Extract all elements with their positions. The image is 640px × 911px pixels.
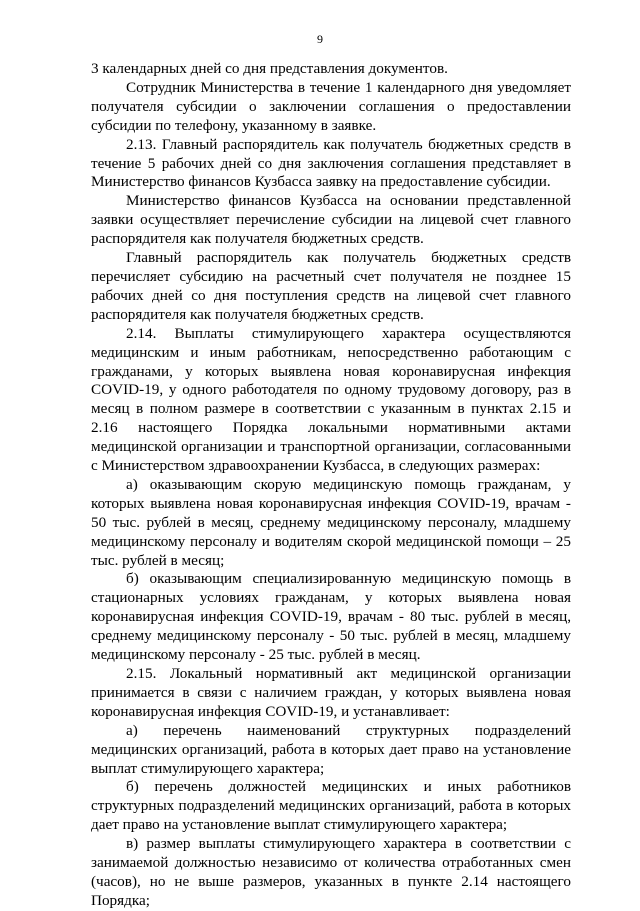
paragraph-4: Министерство финансов Кузбасса на основании представленной заявки осуществляет перечисление субсидии на лицевой счет главного распорядителя как получателя бюджетных средств. bbox=[91, 192, 571, 248]
paragraph-9: 2.15. Локальный нормативный акт медицинской организации принимается в связи с наличием граждан, у которых выявлена новая коронавирусная инфекция COVID-19, и устанавливает: bbox=[91, 665, 571, 720]
paragraph-5: Главный распорядитель как получатель бюджетных средств перечисляет субсидию на расчетный счет получателя не позднее 15 рабочих дней со дня поступления средств на лицевой счет главного распорядителя как получателя бюджетных средств. bbox=[91, 249, 571, 323]
paragraph-2: Сотрудник Министерства в течение 1 календарного дня уведомляет получателя субсидии о заключении соглашения о предоставлении субсидии по телефону, указанному в заявке. bbox=[91, 78, 571, 134]
paragraph-6: 2.14. Выплаты стимулирующего характера осуществляются медицинским и иным работникам, непосредственно работающим с гражданами, у которых выявлена новая коронавирусная инфекция COVID-19, у одного работодателя по одному трудовому договору, раз в месяц в полном размере в соответствии с указанным в пунктах 2.15 и 2.16 настоящего Порядка локальными нормативными актами медицинской организации и транспортной организации, согласованными с Министерством здравоохранении Кузбасса, в следующих размерах: bbox=[91, 324, 571, 475]
paragraph-8: б) оказывающим специализированную медицинскую помощь в стационарных условиях гражданам, у которых выявлена новая коронавирусная инфекция COVID-19, врачам - 80 тыс. рублей в месяц, среднему медицинскому персоналу - 50 тыс. рублей в месяц, младшему медицинскому персоналу - 25 тыс. рублей в месяц. bbox=[91, 570, 571, 664]
page-number: 9 bbox=[317, 32, 323, 46]
paragraph-1: 3 календарных дней со дня представления документов. bbox=[91, 60, 448, 77]
document-body bbox=[91, 60, 571, 911]
paragraph-12: в) размер выплаты стимулирующего характера в соответствии с занимаемой должностью независимо от количества отработанных смен (часов), но не выше размеров, указанных в пункте 2.14 настоящего Порядка; bbox=[91, 835, 571, 909]
paragraph-10: а) перечень наименований структурных подразделений медицинских организаций, работа в которых дает право на установление выплат стимулирующего характера; bbox=[91, 721, 571, 777]
paragraph-7: а) оказывающим скорую медицинскую помощь гражданам, у которых выявлена новая коронавирусная инфекция COVID-19, врачам - 50 тыс. рублей в месяц, среднему медицинскому персоналу, младшему медицинскому персоналу и водителям скорой медицинской помощи – 25 тыс. рублей в месяц; bbox=[91, 475, 571, 569]
paragraph-3: 2.13. Главный распорядитель как получатель бюджетных средств в течение 5 рабочих дней со дня заключения соглашения представляет в Министерство финансов Кузбасса заявку на предоставление субсидии. bbox=[91, 135, 571, 191]
paragraph-11: б) перечень должностей медицинских и иных работников структурных подразделений медицинских организаций, работа в которых дает право на установление выплат стимулирующего характера; bbox=[91, 778, 571, 834]
